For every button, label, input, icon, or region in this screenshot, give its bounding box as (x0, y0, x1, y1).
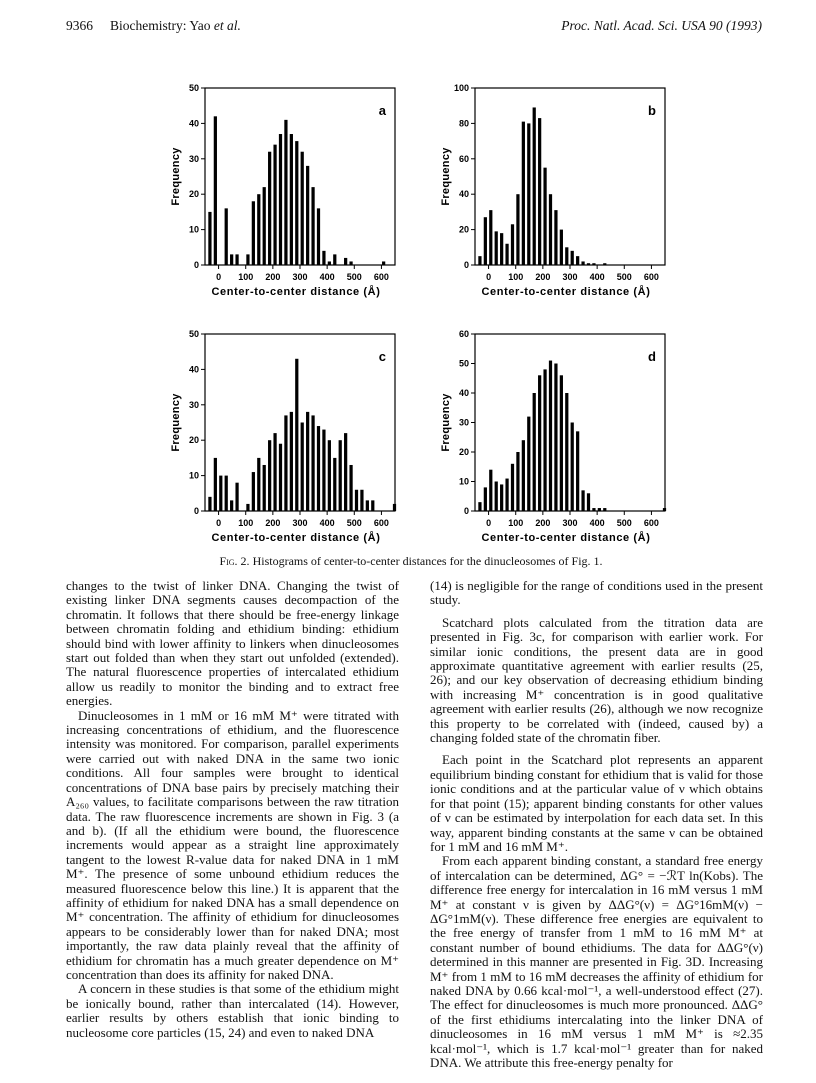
y-tick-label: 20 (188, 189, 199, 200)
histogram-bar (565, 247, 568, 265)
histogram-bar (533, 107, 536, 265)
y-tick-label: 20 (458, 224, 469, 235)
y-tick-label: 50 (188, 329, 199, 339)
y-tick-label: 40 (188, 364, 199, 375)
histogram-panel-c (160, 324, 405, 549)
histogram-bar (484, 487, 487, 511)
y-tick-label: 0 (193, 506, 199, 516)
x-tick-label: 300 (292, 518, 308, 528)
histogram-bar (344, 433, 347, 511)
histogram-bar (252, 472, 255, 511)
paragraph: Dinucleosomes in 1 mM or 16 mM M⁺ were titrated with increasing concentrations of ethidium, and the fluorescence intensity was monitored. For comparison, parallel experiments were carried out with naked DNA in the same two ionic conditions. All four samples were brought to identical concentrations of DNA base pairs by precisely matching their A₂₆₀ values, to facilitate comparisons between the raw titration data. The raw fluorescence increments are shown in Fig. 3 (a and b). (If all the ethidium were bound, the fluorescence increments would appear as a straight line approximately tangent to the lowest R-value data for naked DNA in 1 mM M⁺. The presence of some unbound ethidium reduces the measured fluorescence below this line.) It is apparent that the affinity of ethidium for naked DNA has a small dependence on M⁺ concentration. The affinity of ethidium for dinucleosomes appears to be considerably lower than for naked DNA; most importantly, the raw data plainly reveal that the affinity of ethidium for chromatin has a much greater dependence on M⁺ concentration than does its affinity for naked DNA. (66, 707, 399, 982)
running-header (66, 18, 762, 38)
histogram-bar (549, 194, 552, 265)
histogram-bar (317, 208, 320, 265)
x-tick-label: 0 (216, 272, 222, 282)
x-axis-label: Center-to-center distance (Å) (481, 532, 651, 544)
histogram-bar (576, 256, 579, 265)
y-tick-label: 60 (458, 153, 469, 164)
x-tick-label: 0 (486, 272, 492, 282)
y-tick-label: 50 (188, 83, 199, 93)
histogram-bar (560, 230, 563, 265)
histogram-bar (214, 116, 217, 265)
histogram-bar (333, 458, 336, 511)
histogram-bar (522, 440, 525, 511)
histogram-panel-d (430, 324, 675, 549)
x-tick-label: 300 (292, 272, 308, 282)
plot-frame (205, 88, 395, 265)
histogram-bar (225, 476, 228, 511)
histogram-bar (543, 168, 546, 265)
x-tick-label: 300 (562, 272, 578, 282)
histogram-bar (495, 482, 498, 512)
histogram-panel-b (430, 78, 675, 303)
x-tick-label: 600 (373, 272, 389, 282)
paragraph: From each apparent binding constant, a standard free energy of intercalation can be determined, ΔG° = −ℛT ln(Kobs). The difference free energy for intercalation in 16 mM versus 1 mM M⁺ at constant ν is given by ΔΔG°(ν) = ΔG°16mM(ν) − ΔG°1mM(ν). These difference free energies are equivalent to the free energy of transfer from 1 mM to 16 mM M⁺ at constant number of bound ethidiums. The data for ΔΔG°(ν) determined in this manner are presented in Fig. 3D. Increasing M⁺ from 1 mM to 16 mM decreases the affinity of ethidium for naked DNA by 0.66 kcal·mol⁻¹, a well-understood effect (27). The effect for dinucleosomes is much more pronounced. ΔΔG° of the first ethidiums intercalating into the linker DNA of dinucleosomes in 16 mM versus 1 mM M⁺ is ≈2.35 kcal·mol⁻¹, which is 1.7 kcal·mol⁻¹ greater than for naked DNA. We attribute this free-energy penalty for (430, 853, 763, 1070)
y-tick-label: 40 (458, 189, 469, 200)
plot-frame (475, 88, 665, 265)
x-tick-label: 400 (589, 272, 605, 282)
histogram-bar (268, 440, 271, 511)
y-tick-label: 10 (458, 476, 469, 487)
y-tick-label: 80 (458, 118, 469, 129)
histogram-bar (295, 359, 298, 511)
histogram-bar (328, 440, 331, 511)
histogram-bar (284, 120, 287, 265)
histogram-bar (516, 452, 519, 511)
histogram-bar (219, 476, 222, 511)
running-head (110, 18, 241, 34)
histogram-bar (230, 254, 233, 265)
histogram-bar (301, 423, 304, 512)
y-axis-label: Frequency (440, 393, 452, 452)
paragraph: Scatchard plots calculated from the titration data are presented in Fig. 3c, for comparison with earlier work. For similar ionic conditions, the present data are in good approximate quantitative agreement with earlier results (25, 26); and our key observation of decreasing ethidium binding with increasing M⁺ concentration is in good qualitative agreement with earlier results (26), although we now recognize this property to be correlated with (indeed, caused by) a changing folded state of the chromatin fiber. (430, 614, 763, 746)
left-column (66, 579, 399, 1040)
right-column (430, 579, 763, 1070)
histogram-panel-a (160, 78, 405, 303)
x-tick-label: 100 (508, 272, 524, 282)
plot-frame (475, 334, 665, 511)
histogram-bar (538, 118, 541, 265)
figure-caption (66, 554, 756, 569)
histogram-bar (311, 415, 314, 511)
panel-label: a (378, 103, 386, 118)
histogram-bar (273, 145, 276, 265)
histogram-bar (576, 431, 579, 511)
y-tick-label: 0 (193, 260, 199, 270)
y-axis-label: Frequency (170, 393, 182, 452)
y-tick-label: 20 (188, 435, 199, 446)
histogram-bar (349, 465, 352, 511)
histogram-bar (301, 152, 304, 265)
histogram-bar (489, 210, 492, 265)
histogram-bar (257, 194, 260, 265)
x-tick-label: 100 (238, 518, 254, 528)
histogram-bar (571, 423, 574, 512)
histogram-bar (344, 258, 347, 265)
y-tick-label: 50 (458, 358, 469, 369)
x-tick-label: 200 (265, 272, 281, 282)
histogram-bar (581, 490, 584, 511)
histogram-bar (263, 187, 266, 265)
y-tick-label: 30 (188, 399, 199, 410)
histogram-bar (505, 479, 508, 511)
y-tick-label: 40 (458, 388, 469, 398)
histogram-bar (279, 444, 282, 511)
histogram-bar (273, 433, 276, 511)
histogram-bar (511, 464, 514, 511)
histogram-bar (527, 417, 530, 511)
histogram-bar (478, 502, 481, 511)
y-axis-label: Frequency (170, 147, 182, 206)
y-tick-label: 10 (188, 224, 199, 235)
histogram-bar (230, 500, 233, 511)
histogram-bar (208, 212, 211, 265)
x-tick-label: 200 (535, 272, 551, 282)
histogram-bar (257, 458, 260, 511)
histogram-bar (500, 233, 503, 265)
histogram-bar (268, 152, 271, 265)
journal-citation: Proc. Natl. Acad. Sci. USA 90 (1993) (561, 18, 762, 33)
y-tick-label: 0 (463, 260, 469, 270)
x-tick-label: 400 (589, 518, 605, 528)
histogram-bar (339, 440, 342, 511)
histogram-bar (500, 484, 503, 511)
histogram-bar (290, 134, 293, 265)
y-tick-label: 0 (463, 506, 469, 516)
x-tick-label: 500 (616, 272, 632, 282)
x-tick-label: 600 (643, 272, 659, 282)
histogram-bar (565, 393, 568, 511)
y-tick-label: 30 (188, 153, 199, 164)
paragraph: changes to the twist of linker DNA. Changing the twist of existing linker DNA segments causes decompaction of the chromatin. It follows that there should be free-energy linkage between chromatin folding and ethidium binding: ethidium should bind with lower affinity to linkers when dinucleosomes start out folded than when they start out unfolded (extended). The natural fluorescence properties of intercalated ethidium allow us readily to monitor the binding and to extract free energies. (66, 578, 399, 709)
histogram-bar (317, 426, 320, 511)
histogram-bar (279, 134, 282, 265)
histogram-bar (252, 201, 255, 265)
panel-label: b (648, 103, 656, 118)
y-tick-label: 10 (188, 470, 199, 481)
histogram-bar (306, 166, 309, 265)
histogram-bar (295, 141, 298, 265)
histogram-bar (311, 187, 314, 265)
histogram-bar (225, 208, 228, 265)
x-tick-label: 400 (319, 518, 335, 528)
x-axis-label: Center-to-center distance (Å) (481, 286, 651, 298)
x-tick-label: 500 (616, 518, 632, 528)
plot-frame (205, 334, 395, 511)
histogram-bar (214, 458, 217, 511)
histogram-bar (246, 254, 249, 265)
histogram-bar (554, 364, 557, 512)
histogram-bar (543, 369, 546, 511)
x-tick-label: 600 (643, 518, 659, 528)
x-axis-label: Center-to-center distance (Å) (211, 532, 381, 544)
histogram-bar (360, 490, 363, 511)
y-tick-label: 20 (458, 447, 469, 457)
page-number: 9366 (66, 18, 93, 33)
y-tick-label: 60 (458, 329, 469, 339)
y-axis-label: Frequency (440, 147, 452, 206)
x-tick-label: 100 (508, 518, 524, 528)
histogram-bar (355, 490, 358, 511)
histogram-bar (538, 375, 541, 511)
x-tick-label: 0 (216, 518, 222, 528)
histogram-bar (522, 122, 525, 265)
histogram-bar (333, 254, 336, 265)
x-tick-label: 200 (265, 518, 281, 528)
paragraph: (14) is negligible for the range of conditions used in the present study. (430, 578, 763, 608)
x-tick-label: 200 (535, 518, 551, 528)
histogram-bar (284, 415, 287, 511)
panel-label: c (378, 349, 386, 364)
x-tick-label: 500 (346, 272, 362, 282)
figure-caption-text: Histograms of center-to-center distances for the dinucleosomes of Fig. 1. (252, 554, 603, 568)
x-tick-label: 300 (562, 518, 578, 528)
histogram-bar (571, 251, 574, 265)
x-axis-label: Center-to-center distance (Å) (211, 286, 381, 298)
running-head-etal: et al. (213, 18, 241, 33)
figure-label: Fig. 2. (219, 554, 250, 568)
histogram-bar (505, 244, 508, 265)
histogram-bar (246, 504, 249, 511)
y-tick-label: 100 (453, 83, 469, 93)
histogram-bar (489, 470, 492, 511)
histogram-bar (235, 254, 238, 265)
histogram-bar (290, 412, 293, 511)
histogram-bar (235, 483, 238, 511)
histogram-bar (208, 497, 211, 511)
histogram-bar (478, 256, 481, 265)
histogram-bar (560, 375, 563, 511)
x-tick-label: 100 (238, 272, 254, 282)
histogram-bar (263, 465, 266, 511)
histogram-bar (306, 412, 309, 511)
histogram-bar (495, 231, 498, 265)
histogram-bar (554, 210, 557, 265)
x-tick-label: 600 (373, 518, 389, 528)
histogram-bar (366, 500, 369, 511)
histogram-bar (511, 224, 514, 265)
histogram-bar (516, 194, 519, 265)
panel-label: d (648, 349, 656, 364)
histogram-bar (587, 493, 590, 511)
x-tick-label: 500 (346, 518, 362, 528)
x-tick-label: 0 (486, 518, 492, 528)
histogram-bar (371, 500, 374, 511)
histogram-bar (484, 217, 487, 265)
paragraph: A concern in these studies is that some of the ethidium might be ionically bound, rather than intercalated (14). However, earlier results by others establish that ionic binding to nucleosome core particles (15, 24) and even to naked DNA (66, 981, 399, 1040)
paragraph: Each point in the Scatchard plot represents an apparent equilibrium binding constant for ethidium that is valid for those ionic conditions and at the particular value of ν which obtains for that point (15); apparent binding constants for other values of ν can be estimated by interpolation for each data set. In this way, apparent binding constants at the same ν can be obtained for 1 mM and 16 mM M⁺. (430, 752, 763, 854)
histogram-bar (322, 251, 325, 265)
y-tick-label: 30 (458, 417, 469, 428)
running-head-authors: Biochemistry: Yao (110, 18, 214, 33)
histogram-bar (533, 393, 536, 511)
histogram-bar (527, 123, 530, 265)
x-tick-label: 400 (319, 272, 335, 282)
histogram-bar (322, 430, 325, 511)
histogram-bar (549, 361, 552, 511)
y-tick-label: 40 (188, 118, 199, 129)
